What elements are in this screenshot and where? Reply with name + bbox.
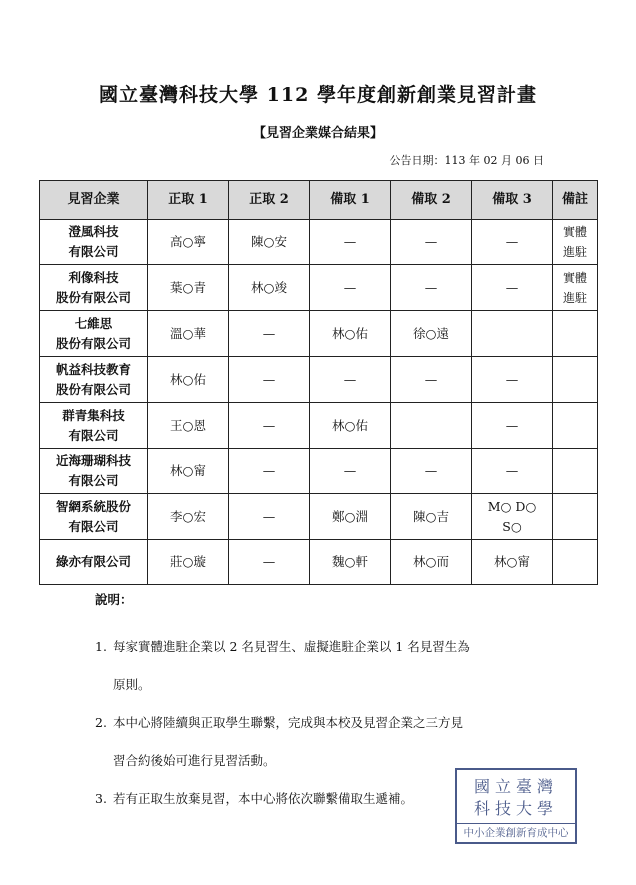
note-text: 本中心將陸續與正取學生聯繫，完成與本校及見習企業之三方見 習合約後始可進行見習活動。 — [113, 715, 464, 768]
table-row — [40, 449, 598, 494]
note-cell — [553, 494, 598, 540]
note-number: 1. — [95, 639, 107, 654]
table-row — [40, 494, 598, 540]
student-cell: M○ D○ S○ — [472, 494, 553, 540]
header-waitlist-1: 備取 1 — [310, 181, 391, 220]
matching-result-table — [39, 180, 598, 585]
company-cell: 群青集科技 有限公司 — [40, 403, 148, 449]
note-text: 每家實體進駐企業以 2 名見習生、虛擬進駐企業以 1 名見習生為 原則。 — [113, 639, 470, 692]
student-cell: — — [472, 403, 553, 449]
note-cell — [553, 540, 598, 585]
student-cell: — — [229, 494, 310, 540]
student-cell: — — [472, 357, 553, 403]
student-cell — [472, 311, 553, 357]
student-cell: — — [229, 357, 310, 403]
student-cell: 林○而 — [391, 540, 472, 585]
student-cell: — — [310, 220, 391, 265]
company-cell: 綠亦有限公司 — [40, 540, 148, 585]
stamp-line-1: 國立臺灣 — [473, 777, 558, 796]
student-cell: 鄭○淵 — [310, 494, 391, 540]
header-waitlist-2: 備取 2 — [391, 181, 472, 220]
student-cell: — — [472, 265, 553, 311]
student-cell: 林○甯 — [148, 449, 229, 494]
table-row — [40, 540, 598, 585]
note-item — [95, 628, 555, 704]
student-cell: 徐○遠 — [391, 311, 472, 357]
header-waitlist-3: 備取 3 — [472, 181, 553, 220]
student-cell: — — [310, 357, 391, 403]
company-cell: 七維思 股份有限公司 — [40, 311, 148, 357]
student-cell: — — [229, 449, 310, 494]
note-number: 3. — [95, 791, 107, 806]
student-cell: 林○甯 — [472, 540, 553, 585]
announcement-date: 公告日期：113 年 02 月 06 日 — [389, 154, 544, 167]
company-cell: 智網系統股份 有限公司 — [40, 494, 148, 540]
table-row — [40, 403, 598, 449]
stamp-line-2: 科技大學 — [473, 799, 558, 818]
student-cell: — — [391, 265, 472, 311]
student-cell: 陳○吉 — [391, 494, 472, 540]
note-cell — [553, 403, 598, 449]
student-cell: 莊○璇 — [148, 540, 229, 585]
student-cell — [391, 403, 472, 449]
student-cell: — — [472, 449, 553, 494]
company-cell: 利像科技 股份有限公司 — [40, 265, 148, 311]
document-subtitle: 【見習企業媒合結果】 — [252, 126, 383, 141]
company-cell: 澄風科技 有限公司 — [40, 220, 148, 265]
note-text: 若有正取生放棄見習，本中心將依次聯繫備取生遞補。 — [113, 791, 414, 806]
table-row — [40, 265, 598, 311]
note-number: 2. — [95, 715, 107, 730]
company-cell: 帆益科技教育 股份有限公司 — [40, 357, 148, 403]
company-cell: 近海珊瑚科技 有限公司 — [40, 449, 148, 494]
table-row — [40, 311, 598, 357]
header-note: 備註 — [553, 181, 598, 220]
note-cell — [553, 357, 598, 403]
note-cell: 實體 進駐 — [553, 220, 598, 265]
note-cell: 實體 進駐 — [553, 265, 598, 311]
notes-heading: 說明： — [95, 592, 133, 607]
table-header-row — [40, 181, 598, 220]
student-cell: 林○佑 — [310, 403, 391, 449]
header-admit-2: 正取 2 — [229, 181, 310, 220]
student-cell: — — [229, 311, 310, 357]
student-cell: 葉○青 — [148, 265, 229, 311]
note-cell — [553, 311, 598, 357]
student-cell: — — [391, 357, 472, 403]
student-cell: 王○恩 — [148, 403, 229, 449]
student-cell: — — [391, 220, 472, 265]
student-cell: 李○宏 — [148, 494, 229, 540]
header-admit-1: 正取 1 — [148, 181, 229, 220]
document-title: 國立臺灣科技大學 112 學年度創新創業見習計畫 — [99, 84, 537, 106]
header-company: 見習企業 — [40, 181, 148, 220]
student-cell: 林○佑 — [310, 311, 391, 357]
student-cell: 林○佑 — [148, 357, 229, 403]
student-cell: — — [310, 265, 391, 311]
student-cell: — — [472, 220, 553, 265]
student-cell: — — [310, 449, 391, 494]
student-cell: — — [229, 403, 310, 449]
note-cell — [553, 449, 598, 494]
official-stamp — [455, 768, 577, 844]
student-cell: 高○寧 — [148, 220, 229, 265]
student-cell: — — [391, 449, 472, 494]
stamp-line-3: 中小企業創新育成中心 — [457, 823, 575, 840]
student-cell: 林○竣 — [229, 265, 310, 311]
table-row — [40, 220, 598, 265]
student-cell: 魏○軒 — [310, 540, 391, 585]
student-cell: — — [229, 540, 310, 585]
student-cell: 溫○華 — [148, 311, 229, 357]
table-row — [40, 357, 598, 403]
student-cell: 陳○安 — [229, 220, 310, 265]
